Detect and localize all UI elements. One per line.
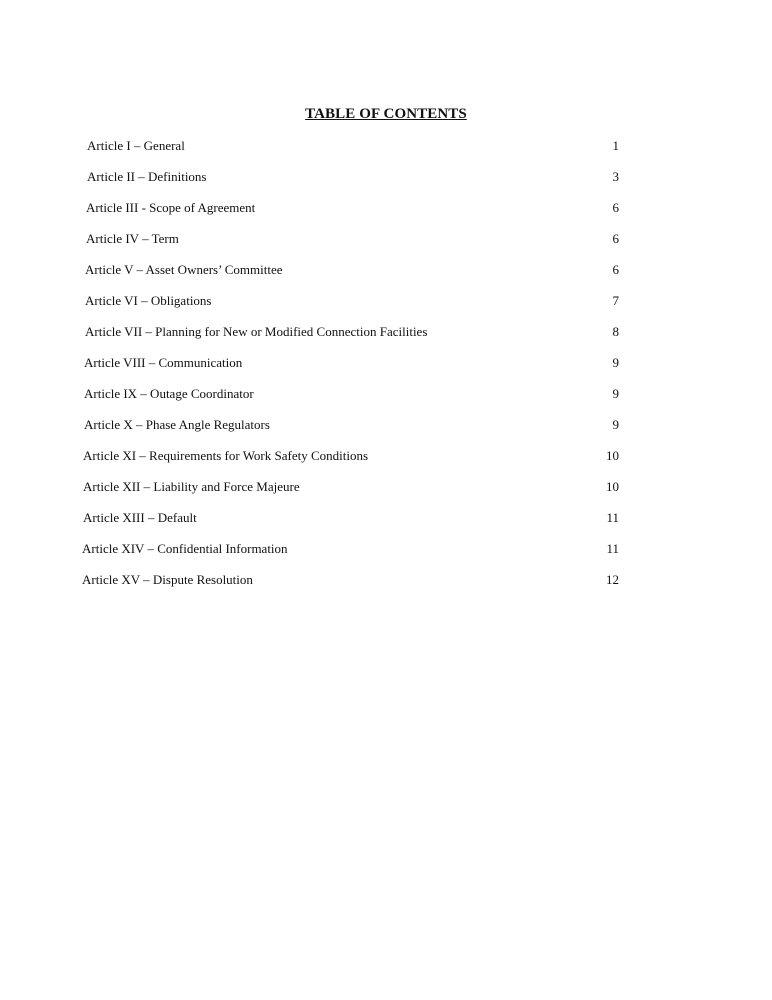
toc-entry [0, 230, 772, 261]
toc-entry-page: 6 [612, 200, 619, 215]
toc-entry-page: 6 [612, 231, 619, 246]
toc-entry [0, 354, 772, 385]
toc-entry [0, 447, 772, 478]
toc-entry-page: 11 [606, 510, 619, 525]
toc-entry-label: Article II – Definitions [87, 169, 207, 184]
toc-entry-label: Article IV – Term [86, 231, 179, 246]
toc-entry-label: Article X – Phase Angle Regulators [84, 417, 270, 432]
toc-entry-page: 10 [606, 448, 619, 463]
toc-entry-label: Article XIV – Confidential Information [82, 541, 288, 556]
toc-entry-label: Article V – Asset Owners’ Committee [85, 262, 283, 277]
toc-entry-label: Article XV – Dispute Resolution [82, 572, 253, 587]
toc-entry-page: 12 [606, 572, 619, 587]
toc-entry [0, 540, 772, 571]
toc-entry [0, 137, 772, 168]
toc-entry-page: 6 [612, 262, 619, 277]
toc-entry [0, 416, 772, 447]
toc-entry [0, 168, 772, 199]
toc-entry [0, 323, 772, 354]
toc-list [0, 137, 772, 602]
toc-entry-page: 9 [612, 355, 619, 370]
toc-entry [0, 571, 772, 602]
toc-entry-label: Article IX – Outage Coordinator [84, 386, 254, 401]
toc-entry [0, 292, 772, 323]
toc-entry-page: 11 [606, 541, 619, 556]
toc-entry-page: 1 [612, 138, 619, 153]
toc-entry-page: 9 [612, 417, 619, 432]
toc-entry [0, 509, 772, 540]
toc-entry-label: Article VII – Planning for New or Modified Connection Facilities [85, 324, 428, 339]
toc-entry-label: Article XII – Liability and Force Majeure [83, 479, 300, 494]
toc-entry-page: 10 [606, 479, 619, 494]
toc-entry-page: 9 [612, 386, 619, 401]
toc-entry-label: Article VIII – Communication [84, 355, 243, 370]
toc-entry-label: Article VI – Obligations [85, 293, 212, 308]
toc-entry [0, 199, 772, 230]
toc-entry-page: 8 [612, 324, 619, 339]
toc-entry-page: 7 [612, 293, 619, 308]
toc-entry-page: 3 [612, 169, 619, 184]
toc-entry-label: Article I – General [87, 138, 185, 153]
toc-title: TABLE OF CONTENTS [305, 106, 467, 122]
toc-entry-label: Article III - Scope of Agreement [86, 200, 256, 215]
toc-entry [0, 261, 772, 292]
toc-entry [0, 478, 772, 509]
toc-entry-label: Article XI – Requirements for Work Safety Conditions [83, 448, 369, 463]
toc-entry [0, 385, 772, 416]
toc-entry-label: Article XIII – Default [83, 510, 197, 525]
